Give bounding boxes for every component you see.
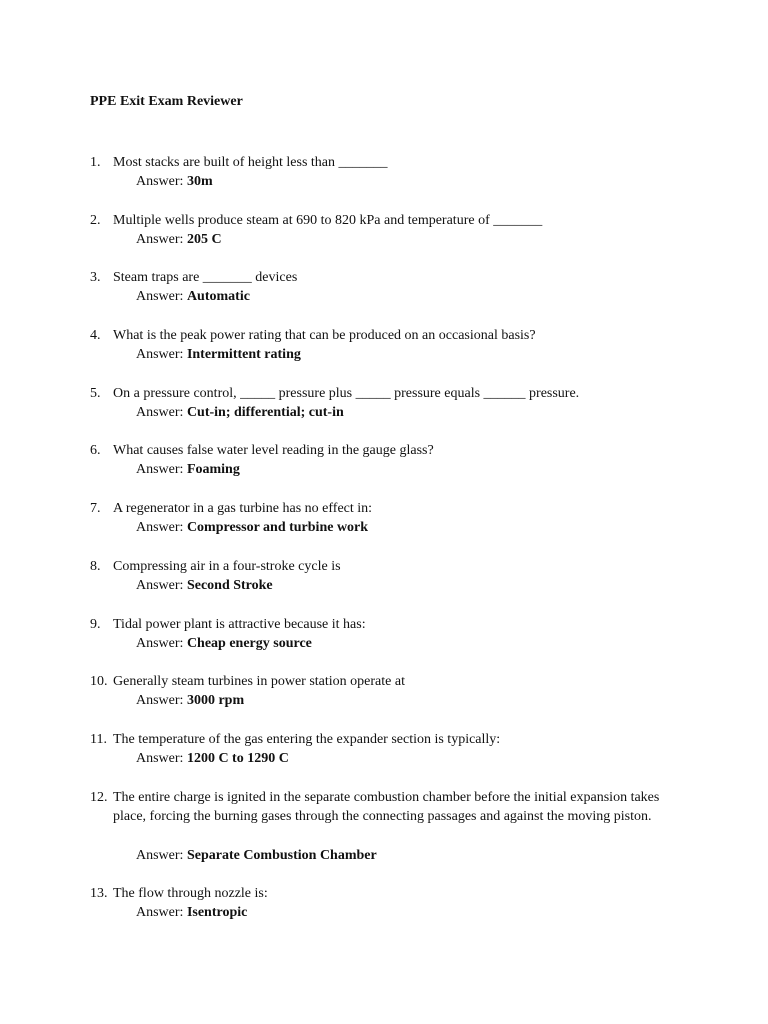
answer-prefix: Answer: [136, 174, 184, 189]
question-number: 10. [90, 674, 108, 689]
question-text: Tidal power plant is attractive because it has: [113, 617, 366, 632]
answer-prefix: Answer: [136, 751, 184, 766]
question-text: What is the peak power rating that can be produced on an occasional basis? [113, 328, 536, 343]
question-text: What causes false water level reading in the gauge glass? [113, 443, 434, 458]
question-text: Generally steam turbines in power station operate at [113, 674, 405, 689]
answer-line [136, 172, 213, 191]
answer-value: Second Stroke [186, 578, 273, 593]
document-title: PPE Exit Exam Reviewer [90, 94, 243, 109]
answer-value: Cut-in; differential; cut-in [186, 405, 344, 420]
answer-value: Foaming [186, 462, 240, 477]
question-number: 9. [90, 617, 101, 632]
answer-value: 205 C [186, 232, 222, 247]
answer-line [136, 749, 289, 768]
answer-prefix: Answer: [136, 905, 184, 920]
question-text: On a pressure control, _____ pressure plus _____ pressure equals ______ pressure. [113, 386, 580, 401]
question-number: 6. [90, 443, 101, 458]
answer-value: 3000 rpm [186, 693, 245, 708]
answer-value: Compressor and turbine work [186, 520, 369, 535]
question-text: The flow through nozzle is: [113, 886, 268, 901]
question-number: 1. [90, 155, 101, 170]
answer-prefix: Answer: [136, 405, 184, 420]
question-text: A regenerator in a gas turbine has no effect in: [113, 501, 373, 516]
question-number: 8. [90, 559, 101, 574]
question-text: The entire charge is ignited in the separate combustion chamber before the initial expansion takes place, forcing the burning gases through the connecting passages and against the moving piston. [113, 790, 660, 824]
question-number: 12. [90, 790, 108, 805]
answer-line [136, 634, 312, 653]
question-number: 11. [90, 732, 107, 747]
answer-value: 1200 C to 1290 C [186, 751, 289, 766]
answer-prefix: Answer: [136, 636, 184, 651]
answer-prefix: Answer: [136, 693, 184, 708]
answer-prefix: Answer: [136, 232, 184, 247]
answer-line [136, 345, 301, 364]
question-number: 7. [90, 501, 101, 516]
answer-line [136, 403, 344, 422]
answer-line [136, 903, 247, 922]
question-number: 2. [90, 213, 101, 228]
answer-prefix: Answer: [136, 462, 184, 477]
question-number: 13. [90, 886, 108, 901]
question-text: Steam traps are _______ devices [113, 270, 298, 285]
question-text: Multiple wells produce steam at 690 to 820 kPa and temperature of _______ [113, 213, 543, 228]
answer-line [136, 287, 250, 306]
question-number: 4. [90, 328, 101, 343]
answer-value: Intermittent rating [186, 347, 301, 362]
answer-value: Isentropic [186, 905, 248, 920]
answer-line [136, 576, 273, 595]
answer-line [136, 518, 368, 537]
answer-value: Automatic [186, 289, 250, 304]
question-text: Compressing air in a four-stroke cycle is [113, 559, 341, 574]
answer-value: Cheap energy source [186, 636, 312, 651]
answer-prefix: Answer: [136, 520, 184, 535]
answer-line [136, 846, 377, 865]
question-number: 3. [90, 270, 101, 285]
question-text: The temperature of the gas entering the expander section is typically: [113, 732, 501, 747]
answer-line [136, 230, 222, 249]
question-text: Most stacks are built of height less than _______ [113, 155, 388, 170]
answer-prefix: Answer: [136, 289, 184, 304]
question-number: 5. [90, 386, 101, 401]
answer-value: 30m [186, 174, 213, 189]
answer-value: Separate Combustion Chamber [186, 848, 377, 863]
answer-prefix: Answer: [136, 347, 184, 362]
answer-line [136, 460, 240, 479]
answer-line [136, 691, 244, 710]
answer-prefix: Answer: [136, 848, 184, 863]
answer-prefix: Answer: [136, 578, 184, 593]
